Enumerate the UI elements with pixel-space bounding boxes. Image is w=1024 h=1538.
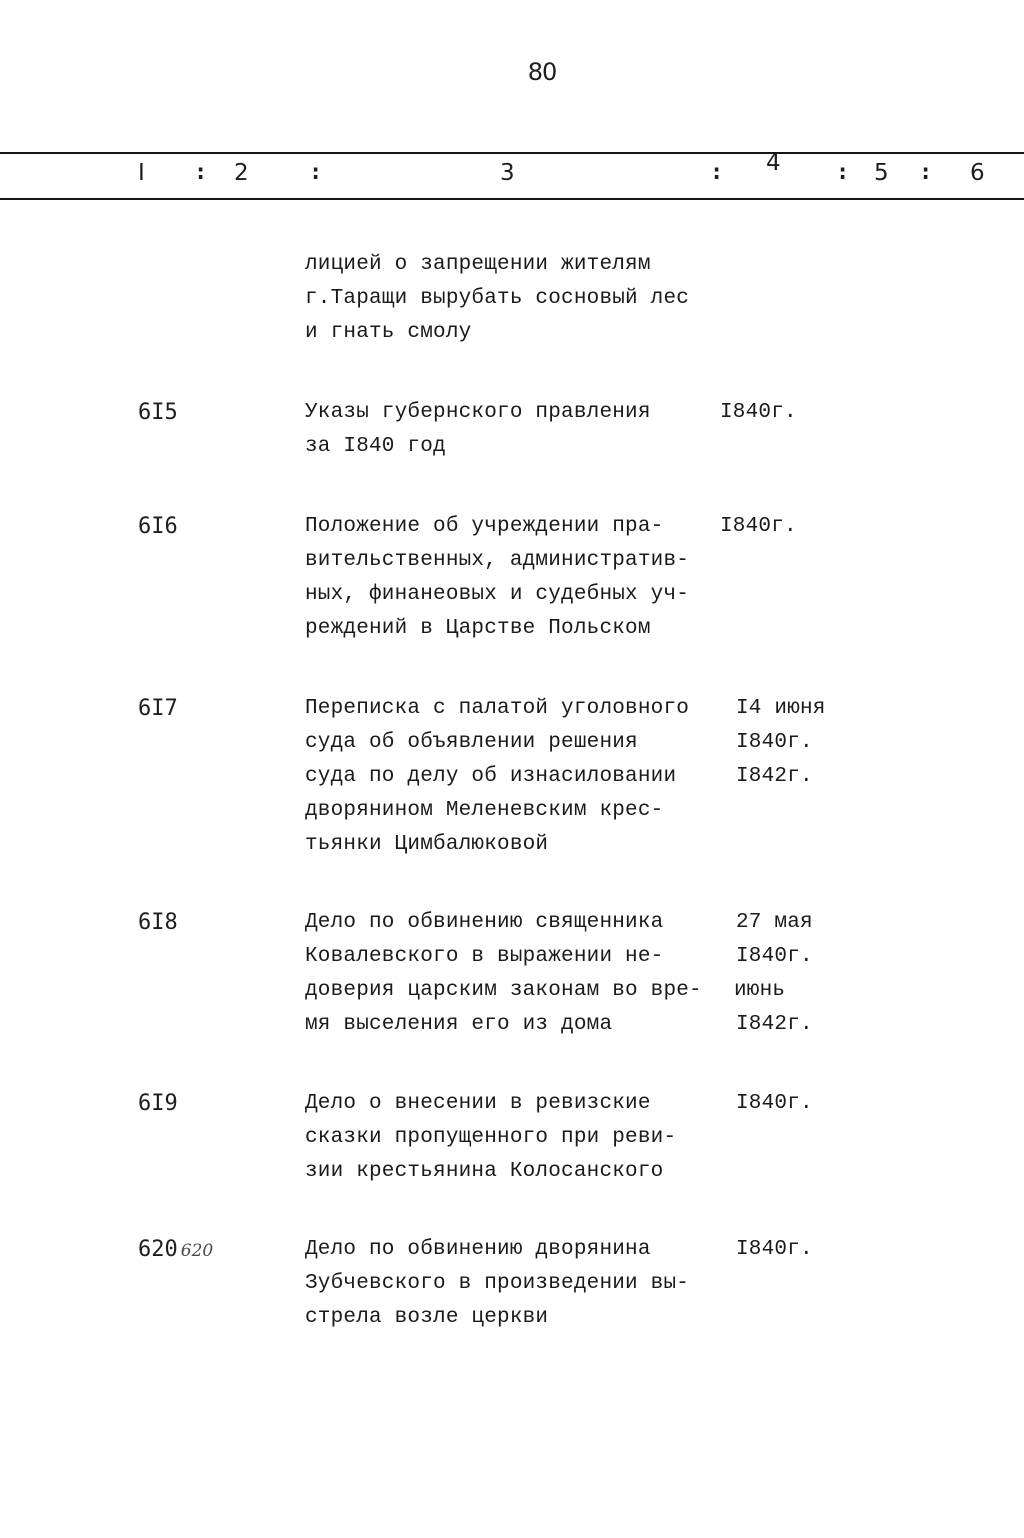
entry-dates	[720, 510, 860, 544]
description-line: за I840 год	[305, 435, 446, 458]
date-line: I840г.	[736, 1238, 813, 1261]
description-line: мя выселения его из дома	[305, 1013, 613, 1036]
date-line: I842г.	[736, 765, 813, 788]
date-line: I840г.	[736, 1092, 813, 1115]
entry-number-cell	[138, 1233, 213, 1268]
entry-dates	[720, 396, 860, 430]
description-line: вительственных, административ-	[305, 549, 690, 572]
column-header-1: I	[138, 160, 145, 186]
description-line: Переписка с палатой уголовного	[305, 697, 690, 720]
date-line: I842г.	[736, 1013, 813, 1036]
description-line: Указы губернского правления	[305, 401, 651, 424]
description-line: дворянином Меленевским крес-	[305, 799, 664, 822]
description-line: реждений в Царстве Польском	[305, 617, 651, 640]
entry-dates	[736, 1233, 876, 1267]
description-line: тьянки Цимбалюковой	[305, 833, 549, 856]
column-header-5: 5	[874, 160, 889, 186]
entry-description	[305, 248, 735, 350]
description-line: ных, финанеовых и судебных уч-	[305, 583, 690, 606]
date-line: I840г.	[720, 401, 797, 424]
header-rule-top	[0, 152, 1024, 154]
description-line: и гнать смолу	[305, 321, 472, 344]
date-line: I840г.	[736, 945, 813, 968]
column-separator: :	[836, 160, 850, 185]
description-line: суда об объявлении решения	[305, 731, 638, 754]
entry-number: 6I8	[138, 910, 178, 935]
entry-number: 6I5	[138, 400, 178, 425]
column-header-4: 4	[766, 150, 781, 176]
entry-description	[305, 396, 735, 464]
entry-number: 620	[138, 1237, 178, 1262]
description-line: Дело по обвинению дворянина	[305, 1238, 651, 1261]
column-separator: :	[919, 160, 933, 185]
entry-description	[305, 1087, 735, 1189]
entry-dates	[736, 692, 876, 794]
entry-number: 6I9	[138, 1091, 178, 1116]
column-separator: :	[194, 160, 208, 185]
column-header-2: 2	[234, 160, 249, 186]
description-line: зии крестьянина Колосанского	[305, 1160, 664, 1183]
description-line: Положение об учреждении пра-	[305, 515, 664, 538]
date-line: I840г.	[720, 515, 797, 538]
entry-description	[305, 692, 735, 862]
description-line: Дело о внесении в ревизские	[305, 1092, 651, 1115]
description-line: лицией о запрещении жителям	[305, 253, 651, 276]
column-separator: :	[710, 160, 724, 185]
date-line: июнь	[734, 979, 786, 1002]
page-number: 80	[527, 58, 557, 86]
description-line: суда по делу об изнасиловании	[305, 765, 677, 788]
entry-description	[305, 1233, 735, 1335]
description-line: г.Таращи вырубать сосновый лес	[305, 287, 690, 310]
entry-number: 6I6	[138, 514, 178, 539]
column-header-6: 6	[970, 160, 985, 186]
description-line: стрела возле церкви	[305, 1306, 549, 1329]
entry-dates	[736, 1087, 876, 1121]
entry-description	[305, 510, 735, 646]
column-separator: :	[309, 160, 323, 185]
entry-dates	[736, 906, 876, 1042]
description-line: Зубчевского в произведении вы-	[305, 1272, 690, 1295]
date-line: I840г.	[736, 731, 813, 754]
entry-description	[305, 906, 735, 1042]
handwritten-note: 620	[180, 1241, 214, 1261]
description-line: доверия царским законам во вре-	[305, 979, 702, 1002]
description-line: Дело по обвинению священника	[305, 911, 664, 934]
description-line: сказки пропущенного при реви-	[305, 1126, 677, 1149]
description-line: Ковалевского в выражении не-	[305, 945, 664, 968]
column-header-3: 3	[500, 160, 515, 186]
entry-number: 6I7	[138, 696, 178, 721]
date-line: I4 июня	[736, 697, 826, 720]
date-line: 27 мая	[736, 911, 813, 934]
header-rule-bottom	[0, 198, 1024, 200]
